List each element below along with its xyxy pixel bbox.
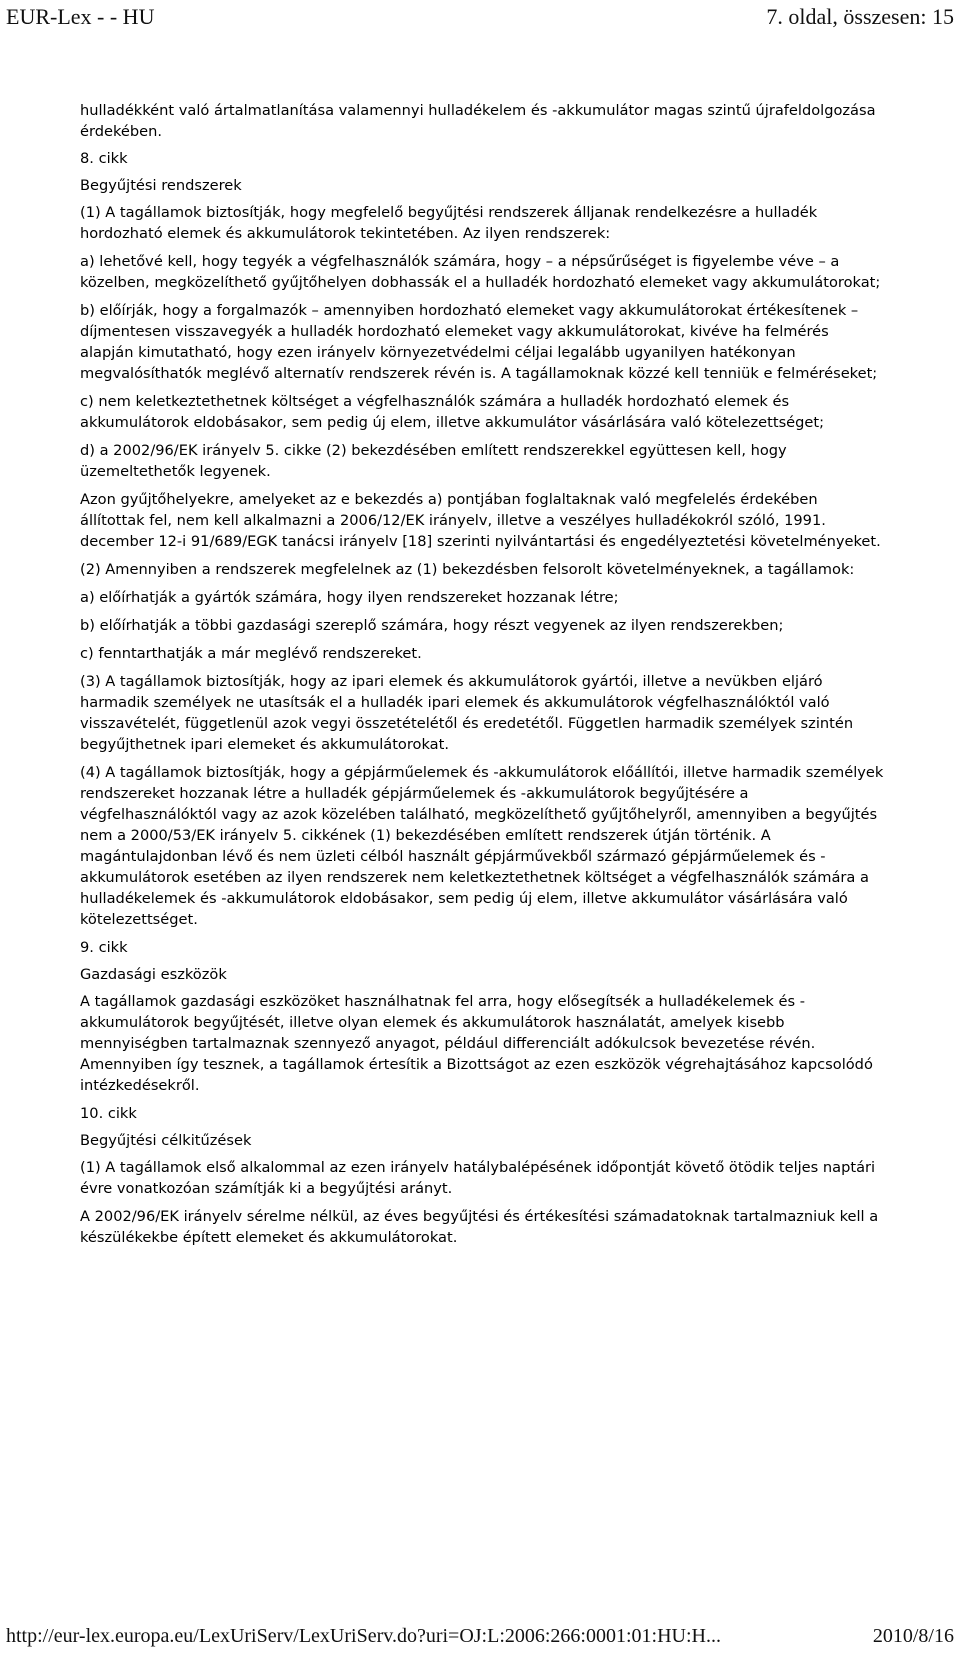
print-footer [0,1623,960,1653]
article-title: Begyűjtési célkitűzések [80,1132,252,1149]
article-number: 8. cikk [80,150,128,167]
paragraph: c) fenntarthatják a már meglévő rendszereket. [80,645,422,662]
paragraph: c) nem keletkeztethetnek költséget a végfelhasználók számára a hulladék hordozható elemek és akkumulátorok eldobásakor, sem pedig új elem, illetve akkumulátor vásárlására való kötelezettséget; [80,393,825,431]
paragraph: (4) A tagállamok biztosítják, hogy a gépjárműelemek és -akkumulátorok előállítói, illetve harmadik személyek rendszereket hozzanak létre a hulladék gépjárműelemek és -akkumulátorok begyűjtésére a végfelhasználóktól vagy az azok közelében található, megközelíthető gyűjtőhelyről, amennyiben a begyűjtés nem a 2000/53/EK irányelv 5. cikkének (1) bekezdésében említett rendszerek útján történik. A magántulajdonban lévő és nem üzleti célból használt gépjárművekből származó gépjárműelemek és -akkumulátorok esetében az ilyen rendszerek nem keletkeztethetnek költséget a végfelhasználók számára a hulladékelemek és -akkumulátorok eldobásakor, sem pedig új elem, illetve akkumulátor vásárlására való kötelezettséget. [80,764,884,928]
paragraph: Azon gyűjtőhelyekre, amelyeket az e bekezdés a) pontjában foglaltaknak való megfelelés érdekében állítottak fel, nem kell alkalmazni a 2006/12/EK irányelv, illetve a veszélyes hulladékokról szóló, 1991. december 12-i 91/689/EGK tanácsi irányelv [18] szerinti nyilvántartási és engedélyeztetési követelményeket. [80,491,881,550]
article-title: Gazdasági eszközök [80,966,227,983]
article-number: 9. cikk [80,939,128,956]
page-number: 7. oldal, összesen: 15 [766,4,954,29]
paragraph: (1) A tagállamok első alkalommal az ezen irányelv hatálybalépésének időpontját követő ötödik teljes naptári évre vonatkozóan számítják ki a begyűjtési arányt. [80,1159,876,1197]
paragraph: (3) A tagállamok biztosítják, hogy az ipari elemek és akkumulátorok gyártói, illetve a nevükben eljáró harmadik személyek ne utasítsák el a hulladék ipari elemek és akkumulátorok végfelhasználóktól való visszavételét, függetlenül azok vegyi összetételétől és eredetétől. Független harmadik személyek szintén begyűjthetnek ipari elemeket és akkumulátorokat. [80,673,854,753]
print-header [0,0,960,36]
paragraph: A 2002/96/EK irányelv sérelme nélkül, az éves begyűjtési és értékesítési számadatoknak tartalmazniuk kell a készülékekbe épített elemeket és akkumulátorokat. [80,1208,879,1246]
print-date: 2010/8/16 [872,1625,954,1647]
paragraph: (2) Amennyiben a rendszerek megfelelnek az (1) bekezdésben felsorolt követelményeknek, a tagállamok: [80,561,855,578]
paragraph: hulladékként való ártalmatlanítása valamennyi hulladékelem és -akkumulátor magas szintű újrafeldolgozása érdekében. [80,102,876,140]
article-title: Begyűjtési rendszerek [80,177,242,194]
paragraph: (1) A tagállamok biztosítják, hogy megfelelő begyűjtési rendszerek álljanak rendelkezésre a hulladék hordozható elemek és akkumulátorok tekintetében. Az ilyen rendszerek: [80,204,818,242]
paragraph: d) a 2002/96/EK irányelv 5. cikke (2) bekezdésében említett rendszerekkel együttesen kell, hogy üzemeltethetők legyenek. [80,442,787,480]
article-number: 10. cikk [80,1105,137,1122]
paragraph: a) lehetővé kell, hogy tegyék a végfelhasználók számára, hogy – a népsűrűséget is figyelembe véve – a közelben, megközelíthető gyűjtőhelyen dobhassák el a hulladék hordozható elemeket vagy akkumulátorokat; [80,253,881,291]
paragraph: b) előírják, hogy a forgalmazók – amennyiben hordozható elemeket vagy akkumulátorokat értékesítenek – díjmentesen visszavegyék a hulladék hordozható elemeket vagy akkumulátorokat, kivéve ha felmérés alapján kimutatható, hogy ezen irányelv környezetvédelmi céljai legalább ugyanilyen hatékonyan megvalósíthatók meglévő alternatív rendszerek révén is. A tagállamoknak közzé kell tenniük e felméréseket; [80,302,878,382]
site-title: EUR-Lex - - HU [6,4,155,29]
page-url: http://eur-lex.europa.eu/LexUriServ/LexUriServ.do?uri=OJ:L:2006:266:0001:01:HU:H... [6,1625,721,1647]
document-body [80,100,886,1255]
paragraph: a) előírhatják a gyártók számára, hogy ilyen rendszereket hozzanak létre; [80,589,619,606]
paragraph: A tagállamok gazdasági eszközöket használhatnak fel arra, hogy elősegítsék a hulladékelemek és -akkumulátorok begyűjtését, illetve olyan elemek és akkumulátorok használatát, amelyek kisebb mennyiségben tartalmaznak szennyező anyagot, például differenciált adókulcsok bevezetése révén. Amennyiben így tesznek, a tagállamok értesítik a Bizottságot az ezen eszközök végrehajtásához kapcsolódó intézkedésekről. [80,993,873,1094]
paragraph: b) előírhatják a többi gazdasági szereplő számára, hogy részt vegyenek az ilyen rendszerekben; [80,617,784,634]
